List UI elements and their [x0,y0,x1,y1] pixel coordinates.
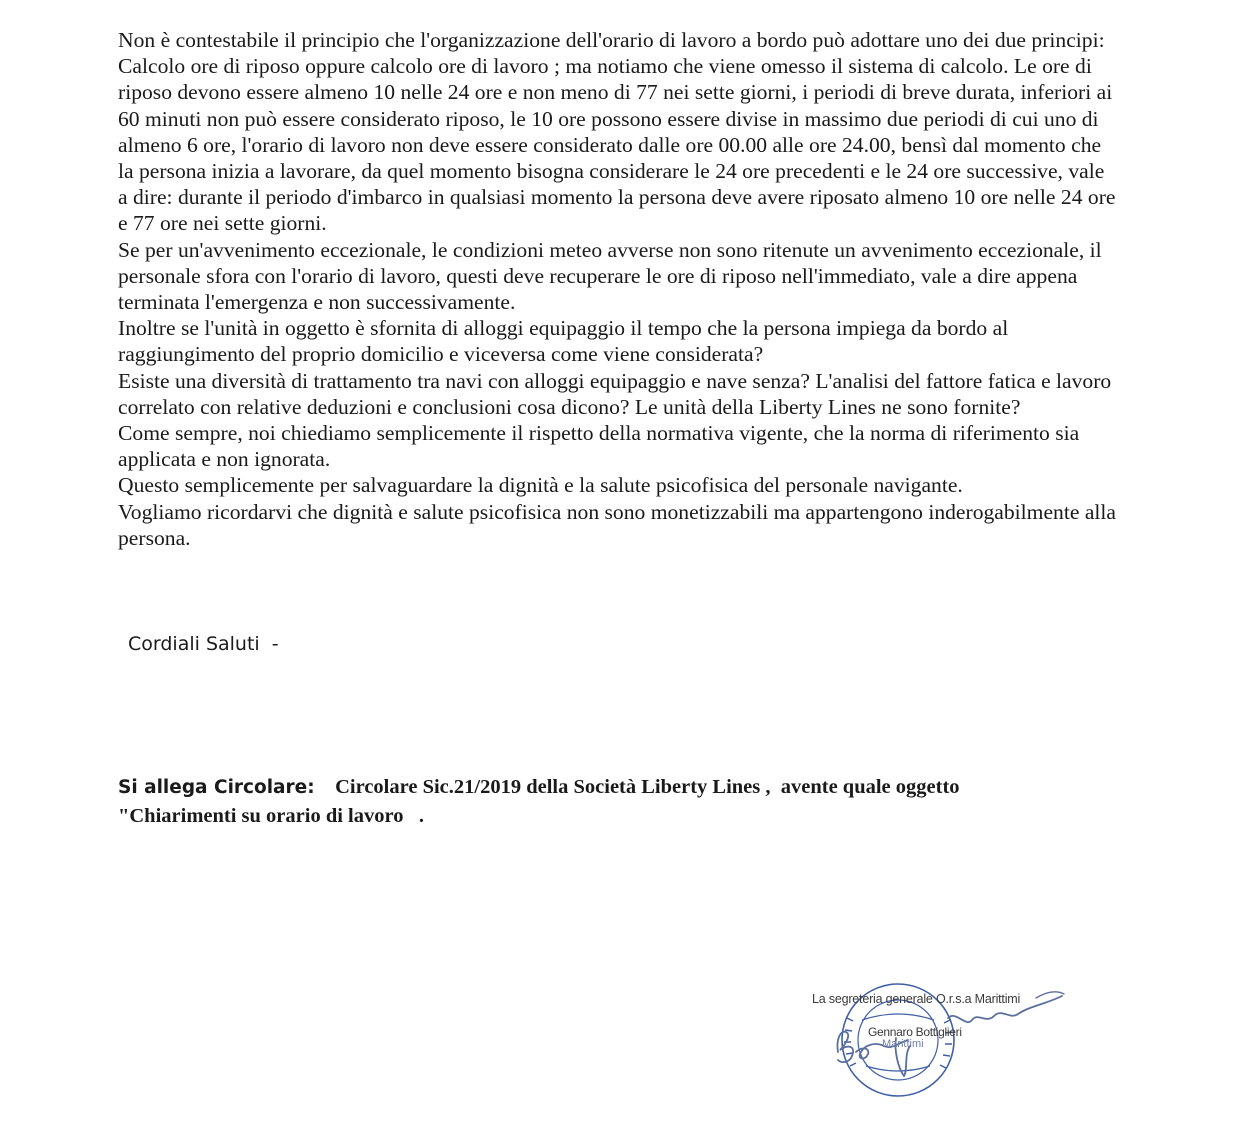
attachment-line-1 [118,773,1118,802]
paragraph: Vogliamo ricordarvi che dignità e salute psicofisica non sono monetizzabili ma appartengono inderogabilmente alla persona. [118,499,1117,550]
attachment-note [118,773,1118,831]
paragraph: Se per un'avvenimento eccezionale, le condizioni meteo avverse non sono ritenute un avvenimento eccezionale, il personale sfora con l'orario di lavoro, questi deve recuperare le ore di riposo nell'immediato, vale a dire appena terminata l'emergenza e non successivamente. [118,237,1102,315]
paragraph: Esiste una diversità di trattamento tra navi con alloggi equipaggio e nave senza? L'analisi del fattore fatica e lavoro correlato con relative deduzioni e conclusioni cosa dicono? Le unità della Liberty Lines ne sono fornite? [118,368,1112,419]
letter-body [118,27,1118,551]
closing-salutation: Cordiali Saluti - [128,633,279,655]
paragraph: Come sempre, noi chiediamo semplicemente il rispetto della normativa vigente, che la norma di riferimento sia applicata e non ignorata. [118,421,1080,472]
signature-role: Marittimi [882,1038,924,1050]
paragraph: Non è contestabile il principio che l'organizzazione dell'orario di lavoro a bordo può adottare uno dei due principi: [118,28,1105,52]
paragraph: Questo semplicemente per salvaguardare la dignità e la salute psicofisica del personale navigante. [118,473,963,498]
paragraph: Calcolo ore di riposo oppure calcolo ore di lavoro ; ma notiamo che viene omesso il sistema di calcolo. Le ore di riposo devono essere almeno 10 nelle 24 ore e non meno di 77 nei sette giorni, i periodi di breve durata, inferiori ai 60 minuti non può essere considerato riposo, le 10 ore possono essere divise in massimo due periodi di cui uno di almeno 6 ore, l'orario di lavoro non deve essere considerato dalle ore 00.00 alle ore 24.00, bensì dal momento che la persona inizia a lavorare, da quel momento bisogna considerare le 24 ore precedenti e le 24 ore successive, vale a dire: durante il periodo d'imbarco in qualsiasi momento la persona deve avere riposato almeno 10 ore nelle 24 ore e 77 ore nei sette giorni. [118,54,1116,236]
attachment-line-2: "Chiarimenti su orario di lavoro . [118,805,424,827]
signature-name: Gennaro Bottiglieri [868,1025,962,1039]
stamp-arc [862,1014,934,1020]
attachment-label: Si allega Circolare: [118,777,315,798]
paragraph: Inoltre se l'unità in oggetto è sfornita di alloggi equipaggio il tempo che la persona impiega da bordo al raggiungimento del proprio domicilio e viceversa come viene considerata? [118,316,1009,367]
attachment-title: Circolare Sic.21/2019 della Società Liberty Lines , avente quale oggetto [335,776,960,798]
signature-organization: La segreteria generale O.r.s.a Marittimi [812,992,1021,1006]
stamp-arc [866,1066,930,1071]
signature-block [800,980,1080,1100]
